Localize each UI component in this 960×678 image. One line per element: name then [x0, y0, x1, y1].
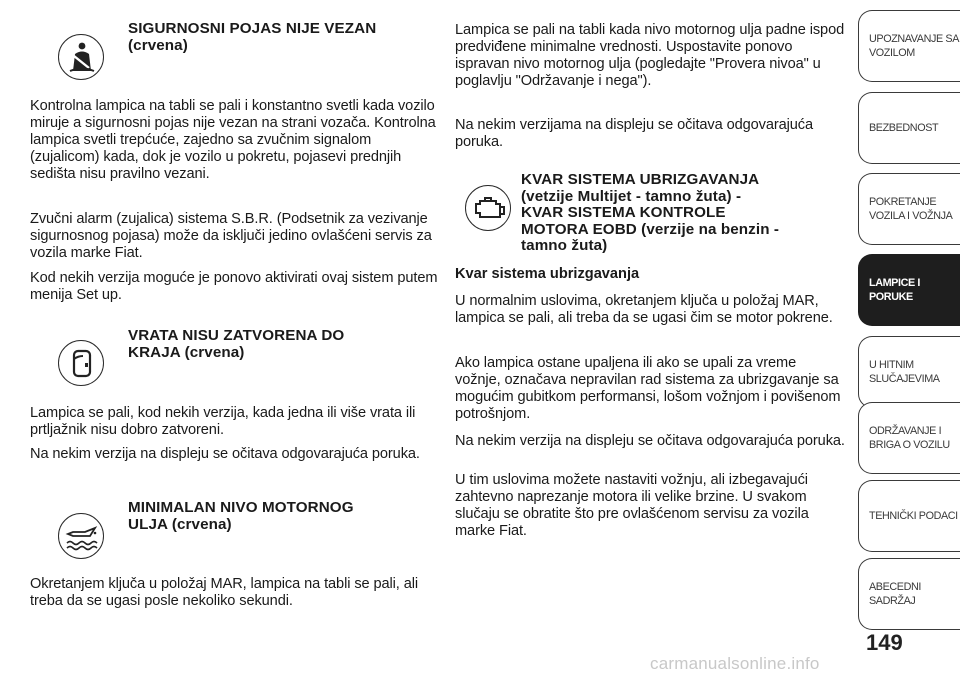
tab-label: TEHNIČKI PODACI	[869, 510, 958, 522]
page-number: 149	[866, 630, 903, 655]
doors-para2: Na nekim verzija na displeju se očitava odgovarajuća poruka.	[30, 446, 420, 462]
tab-tehnicki-podaci[interactable]	[858, 480, 960, 552]
doors-heading-line2: KRAJA (crvena)	[128, 343, 245, 361]
seatbelt-heading-line1: SIGURNOSNI POJAS NIJE VEZAN	[128, 20, 377, 37]
engine-para3: Na nekim verzija na displeju se očitava odgovarajuća poruka.	[455, 433, 845, 449]
tab-label: U HITNIM SLUČAJEVIMA	[869, 359, 940, 385]
seatbelt-heading-line2: (crvena)	[128, 36, 188, 54]
oil-heading-line2: ULJA (crvena)	[128, 515, 232, 533]
seatbelt-heading	[128, 21, 438, 54]
right-para1: Lampica se pali na tabli kada nivo motornog ulja padne ispod predviđene minimalne vrednosti. Uspostavite ponovo ispravan nivo motornog ulja (pogledajte "Provera nivoa" u poglavlju "Održavanje i nega").	[455, 22, 845, 89]
tab-lampice-i-poruke[interactable]	[858, 254, 960, 326]
engine-check-icon	[465, 185, 511, 231]
engine-subheading: Kvar sistema ubrizgavanja	[455, 266, 640, 282]
doors-heading	[128, 328, 438, 361]
seatbelt-para2: Zvučni alarm (zujalica) sistema S.B.R. (Podsetnik za vezivanje sigurnosnog pojasa) može da isključi jedino ovlašćeni servis za vozila marke Fiat.	[30, 211, 432, 261]
tab-pokretanje-vozila[interactable]	[858, 173, 960, 245]
tab-label: UPOZNAVANJE SA VOZILOM	[869, 33, 959, 59]
engine-para2: Ako lampica ostane upaljena ili ako se upali za vreme vožnje, označava nepravilan rad sistema za ubrizgavanje sa mogućim gubitkom performansi, lošom vožnjom i povišenom potrošnjom.	[455, 355, 841, 422]
doors-para1: Lampica se pali, kod nekih verzija, kada jedna ili više vrata ili prtljažnik nisu dobro zatvoreni.	[30, 405, 416, 438]
tab-upoznavanje-sa-vozilom[interactable]	[858, 10, 960, 82]
tab-bezbednost[interactable]	[858, 92, 960, 164]
tab-u-hitnim-slucajevima[interactable]	[858, 336, 960, 408]
engine-heading-line5: tamno žuta)	[521, 237, 608, 254]
oil-heading-line1: MINIMALAN NIVO MOTORNOG	[128, 499, 354, 516]
tab-abecedni-sadrzaj[interactable]	[858, 558, 960, 630]
doors-heading-line1: VRATA NISU ZATVORENA DO	[128, 327, 345, 344]
engine-heading-line4: MOTORA EOBD (verzije na benzin -	[521, 220, 780, 238]
engine-para4: U tim uslovima možete nastaviti vožnju, ali izbegavajući zahtevno naprezanje motora ili velike brzine. U svakom slučaju se obratite što pre ovlašćenom servisu za vozila marke Fiat.	[455, 472, 809, 539]
engine-heading-line1: KVAR SISTEMA UBRIZGAVANJA	[521, 171, 760, 188]
right-para2: Na nekim verzijama na displeju se očitava odgovarajuća poruka.	[455, 117, 814, 150]
chapter-sidebar	[858, 0, 960, 678]
oil-level-icon	[58, 513, 104, 559]
tab-label: BEZBEDNOST	[869, 122, 939, 134]
engine-para1: U normalnim uslovima, okretanjem ključa u položaj MAR, lampica se pali, ali treba da se ugasi čim se motor pokrene.	[455, 293, 833, 326]
tab-label: POKRETANJE VOZILA I VOŽNJA	[869, 196, 953, 222]
oil-heading	[128, 500, 438, 533]
tab-label: ABECEDNI SADRŽAJ	[869, 581, 921, 607]
tab-odrzavanje-i-briga[interactable]	[858, 402, 960, 474]
seatbelt-warning-icon	[58, 34, 104, 80]
tab-label: ODRŽAVANJE I BRIGA O VOZILU	[869, 425, 950, 451]
seatbelt-para1: Kontrolna lampica na tabli se pali i konstantno svetli kada vozilo miruje a sigurnosni pojas nije vezan na strani vozača. Kontrolna lampica svetli trepćuće, zajedno sa zvučnim signalom (zujalicom) kada, dok je vozilo u pokretu, pojasevi prednjih sedišta nisu pravilno vezani.	[30, 98, 436, 182]
tab-label: LAMPICE I PORUKE	[869, 277, 920, 303]
engine-heading-line2: (vetzije Multijet - tamno žuta) -	[521, 187, 742, 205]
door-open-icon	[58, 340, 104, 386]
engine-heading-line3: KVAR SISTEMA KONTROLE	[521, 204, 726, 221]
engine-heading	[521, 172, 845, 255]
seatbelt-para3: Kod nekih verzija moguće je ponovo aktivirati ovaj sistem putem menija Set up.	[30, 270, 438, 303]
watermark: carmanualsonline.info	[650, 654, 820, 673]
oil-para1: Okretanjem ključa u položaj MAR, lampica na tabli se pali, ali treba da se ugasi posle nekoliko sekundi.	[30, 576, 419, 609]
